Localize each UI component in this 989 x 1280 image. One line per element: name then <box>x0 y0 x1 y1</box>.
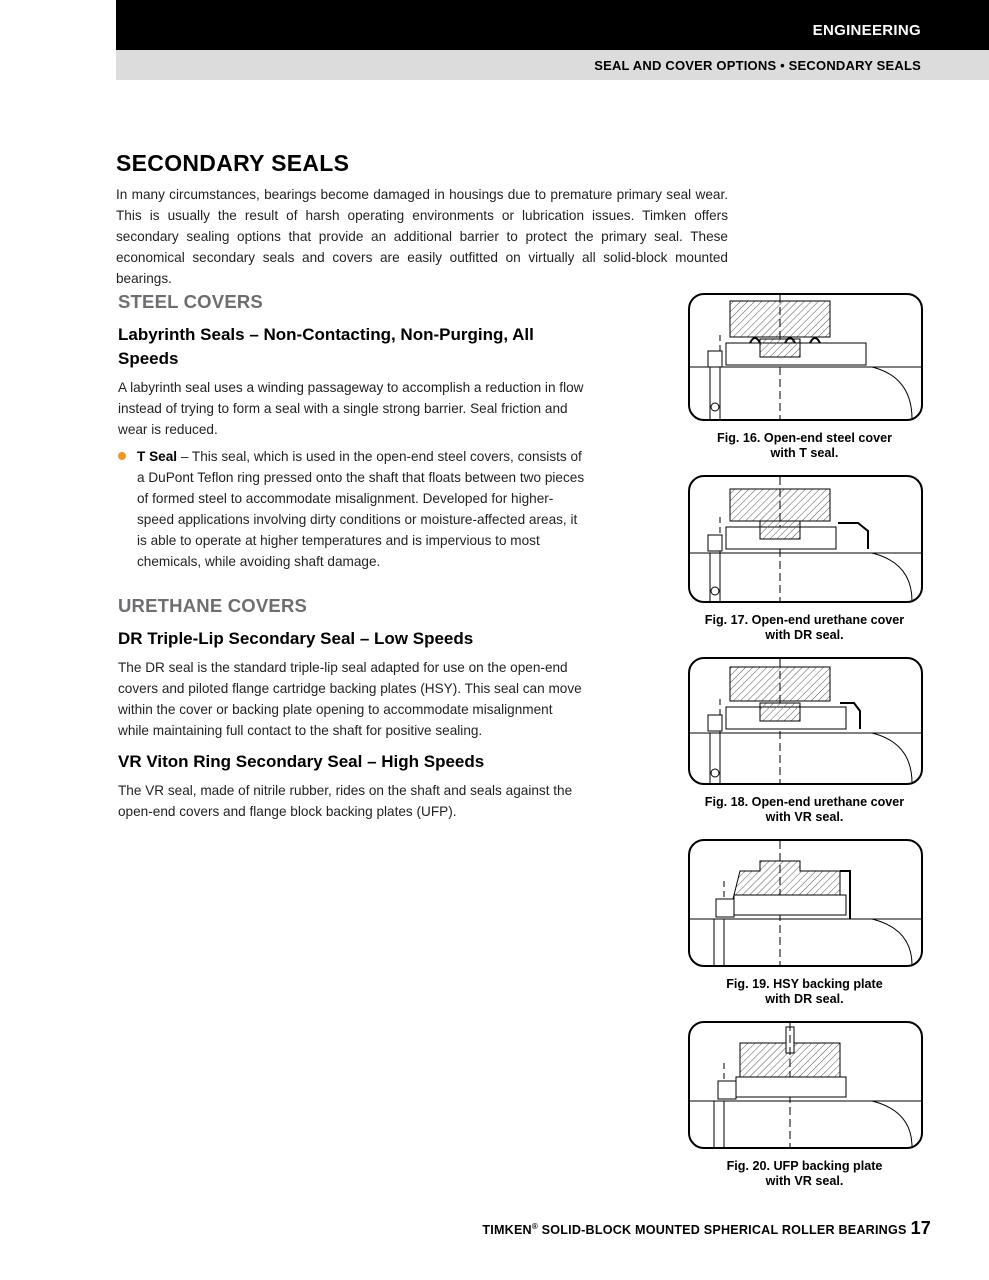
figure-17-drawing <box>688 475 923 603</box>
figure-19 <box>688 839 921 1007</box>
figure-19-caption: Fig. 19. HSY backing plate with DR seal. <box>726 977 883 1006</box>
t-seal-term: T Seal <box>137 449 178 464</box>
figure-19-drawing <box>688 839 923 967</box>
breadcrumb: SEAL AND COVER OPTIONS • SECONDARY SEALS <box>594 58 921 73</box>
dr-seal-heading: DR Triple-Lip Secondary Seal – Low Speeds <box>118 629 474 648</box>
footer <box>482 1218 931 1239</box>
urethane-covers-heading: URETHANE COVERS <box>118 595 308 616</box>
footer-title: SOLID-BLOCK MOUNTED SPHERICAL ROLLER BEARINGS <box>537 1223 907 1237</box>
t-seal-bullet <box>118 446 586 572</box>
figure-17 <box>688 475 921 643</box>
figure-16-caption: Fig. 16. Open-end steel cover with T seal. <box>717 431 892 460</box>
bullet-dot-icon <box>118 452 126 460</box>
header-bar <box>116 0 989 50</box>
steel-covers-heading: STEEL COVERS <box>118 291 263 312</box>
figure-16-drawing <box>688 293 923 421</box>
vr-seal-heading: VR Viton Ring Secondary Seal – High Speeds <box>118 752 485 771</box>
section-label: ENGINEERING <box>812 22 921 39</box>
figure-18-caption: Fig. 18. Open-end urethane cover with VR seal. <box>704 795 905 824</box>
figure-17-caption: Fig. 17. Open-end urethane cover with DR seal. <box>704 613 905 642</box>
figure-20-caption: Fig. 20. UFP backing plate with VR seal. <box>726 1159 883 1188</box>
t-seal-text: – This seal, which is used in the open-end steel covers, consists of a DuPont Teflon ring pressed onto the shaft that floats between two pieces of formed steel to accommodate misalignment. Developed for higher-speed applications involving dirty conditions or moisture-affected areas, it is able to operate at higher temperatures and is impervious to most chemicals, while avoiding shaft damage. <box>137 449 585 569</box>
bearing-cross-section-icon <box>690 477 921 601</box>
bearing-cross-section-icon <box>690 295 921 419</box>
figure-16 <box>688 293 921 461</box>
breadcrumb-bar <box>116 50 989 80</box>
labyrinth-paragraph: A labyrinth seal uses a winding passageway to accomplish a reduction in flow instead of trying to form a seal with a single strong barrier. Seal friction and wear is reduced. <box>118 380 584 437</box>
vr-seal-paragraph: The VR seal, made of nitrile rubber, rides on the shaft and seals against the open-end covers and flange block backing plates (UFP). <box>118 783 573 819</box>
bearing-cross-section-icon <box>690 659 921 783</box>
bearing-cross-section-icon <box>690 841 921 965</box>
page-title: SECONDARY SEALS <box>116 150 350 176</box>
figure-18 <box>688 657 921 825</box>
intro-paragraph: In many circumstances, bearings become damaged in housings due to premature primary seal wear. This is usually the result of harsh operating environments or lubrication issues. Timken offers secondary sealing options that provide an additional barrier to protect the primary seal. These economical secondary seals and covers are easily outfitted on virtually all solid-block mounted bearings. <box>116 187 728 286</box>
figure-18-drawing <box>688 657 923 785</box>
text-column <box>118 290 586 822</box>
page-number: 17 <box>910 1218 931 1238</box>
registered-mark: ® <box>531 1221 538 1231</box>
figure-20 <box>688 1021 921 1189</box>
figure-20-drawing <box>688 1021 923 1149</box>
bearing-cross-section-icon <box>690 1023 921 1147</box>
labyrinth-seals-heading: Labyrinth Seals – Non-Contacting, Non-Purging, All Speeds <box>118 325 534 368</box>
footer-brand: TIMKEN <box>482 1223 532 1237</box>
dr-seal-paragraph: The DR seal is the standard triple-lip seal adapted for use on the open-end covers and piloted flange cartridge backing plates (HSY). This seal can move within the cover or backing plate opening to accommodate misalignment while maintaining full contact to the shaft for positive sealing. <box>118 660 582 738</box>
